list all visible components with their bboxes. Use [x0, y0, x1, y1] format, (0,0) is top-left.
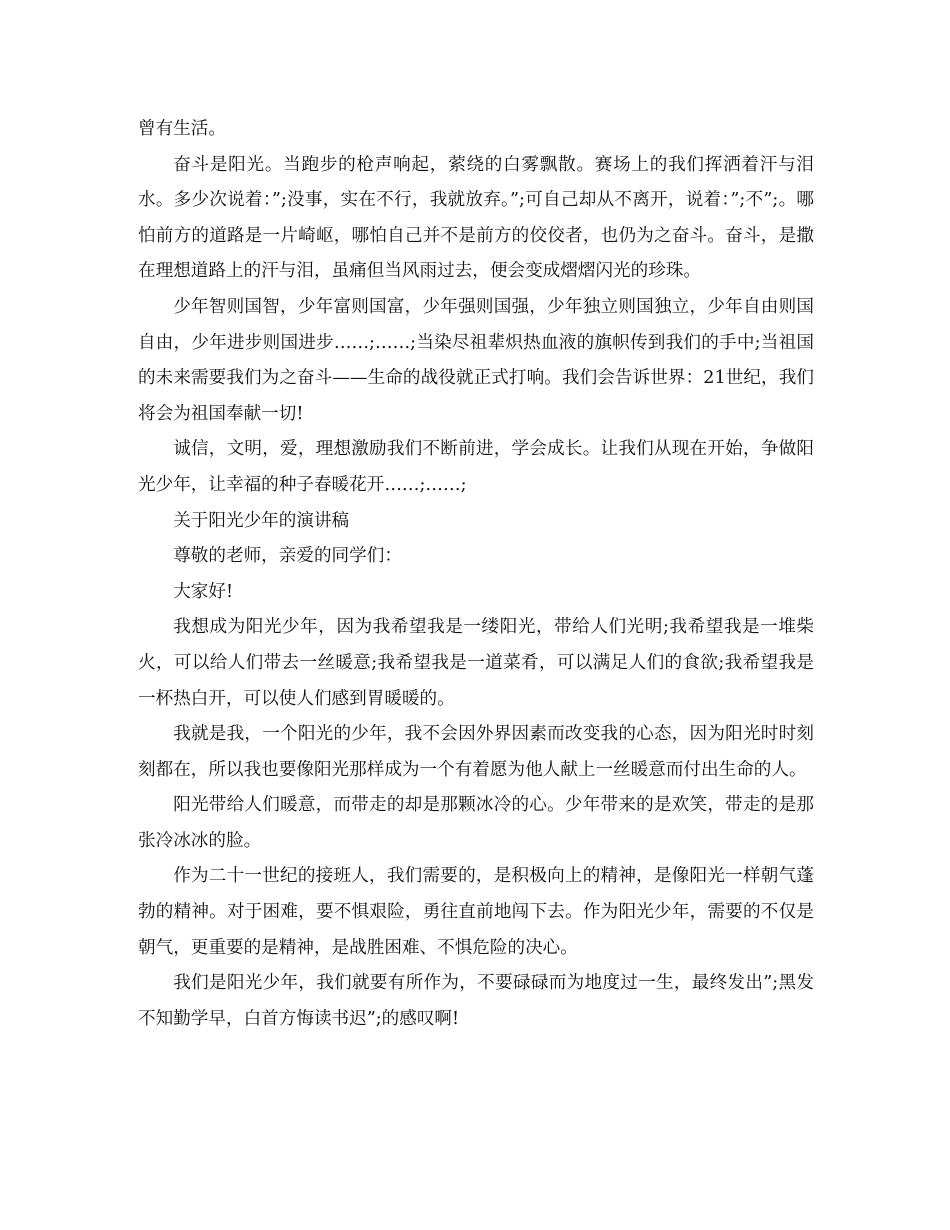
speech-greeting: 大家好!	[173, 581, 234, 602]
paragraph-warmth: 阳光带给人们暖意，而带走的却是那颗冰冷的心。少年带来的是欢笑，带走的是那张冷冰冰的脸。	[138, 795, 814, 851]
paragraph-struggle: 奋斗是阳光。当跑步的枪声响起，萦绕的白雾飘散。赛场上的我们挥洒着汗与泪水。多少次说着：”;没事，实在不行，我就放弃。”;可自己却从不离开，说着：”;不”;。哪怕前方的道路是一片崎岖，哪怕自己并不是前方的佼佼者，也仍为之奋斗。奋斗，是撒在理想道路上的汗与泪，虽痛但当风雨过去，便会变成熠熠闪光的珍珠。	[138, 154, 814, 282]
paragraph-wish: 我想成为阳光少年，因为我希望我是一缕阳光，带给人们光明;我希望我是一堆柴火，可以给人们带去一丝暖意;我希望我是一道菜肴，可以满足人们的食欲;我希望我是一杯热白开，可以使人们感到胃暖暖的。	[138, 617, 814, 709]
paragraph-conclusion: 我们是阳光少年，我们就要有所作为，不要碌碌而为地度过一生，最终发出”;黑发不知勤学早，白首方悔读书迟”;的感叹啊!	[138, 973, 814, 1029]
paragraph-myself: 我就是我，一个阳光的少年，我不会因外界因素而改变我的心态，因为阳光时时刻刻都在，所以我也要像阳光那样成为一个有着愿为他人献上一丝暖意而付出生命的人。	[138, 724, 814, 780]
paragraph-continuation: 曾有生活。	[138, 119, 226, 139]
speech-title: 关于阳光少年的演讲稿	[173, 510, 350, 531]
paragraph-honesty: 诚信，文明，爱，理想激励我们不断前进，学会成长。让我们从现在开始，争做阳光少年，让幸福的种子春暖花开……;……;	[138, 439, 814, 495]
paragraph-youth-nation: 少年智则国智，少年富则国富，少年强则国强，少年独立则国独立，少年自由则国自由，少年进步则国进步……;……;当染尽祖辈炽热血液的旗帜传到我们的手中;当祖国的未来需要我们为之奋斗——生命的战役就正式打响。我们会告诉世界：21世纪，我们将会为祖国奉献一切!	[138, 296, 814, 424]
document-page	[138, 112, 814, 1037]
speech-salutation: 尊敬的老师，亲爱的同学们：	[173, 546, 402, 567]
paragraph-successor: 作为二十一世纪的接班人，我们需要的，是积极向上的精神，是像阳光一样朝气蓬勃的精神。对于困难，要不惧艰险，勇往直前地闯下去。作为阳光少年，需要的不仅是朝气，更重要的是精神，是战胜困难、不惧危险的决心。	[138, 866, 814, 958]
